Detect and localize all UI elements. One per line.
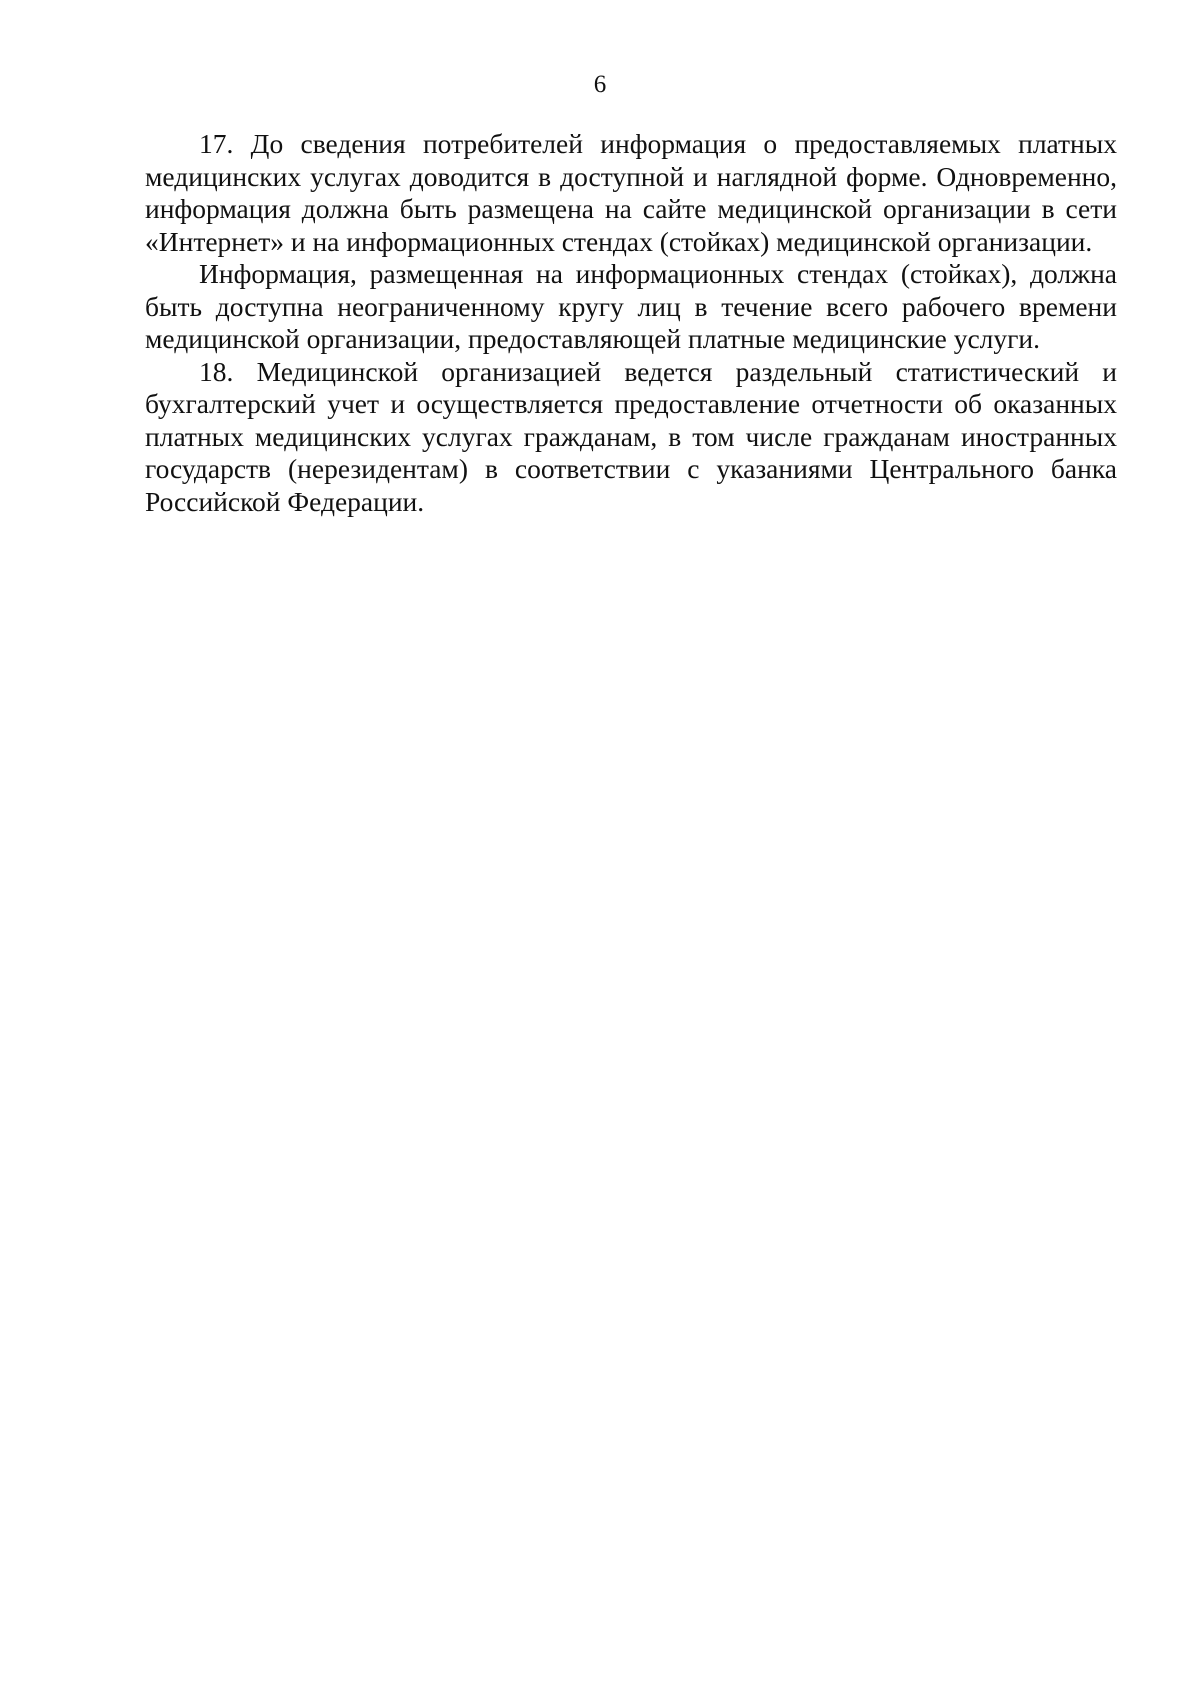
page-number: 6 xyxy=(593,71,607,98)
paragraph-18: 18. Медицинской организацией ведется раздельный статистический и бухгалтерский учет и осуществляется предоставление отчетности об оказанных платных медицинских услугах гражданам, в том числе гражданам иностранных государств (нерезидентам) в соответствии с указаниями Центрального банка Российской Федерации. xyxy=(145,355,1117,517)
paragraph-information-stands: Информация, размещенная на информационных стендах (стойках), должна быть доступна неограниченному кругу лиц в течение всего рабочего времени медицинской организации, предоставляющей платные медицинские услуги. xyxy=(145,258,1117,354)
paragraph-17: 17. До сведения потребителей информация о предоставляемых платных медицинских услугах доводится в доступной и наглядной форме. Одновременно, информация должна быть размещена на сайте медицинской организации в сети «Интернет» и на информационных стендах (стойках) медицинской организации. xyxy=(145,128,1117,257)
document-body xyxy=(145,128,1117,518)
